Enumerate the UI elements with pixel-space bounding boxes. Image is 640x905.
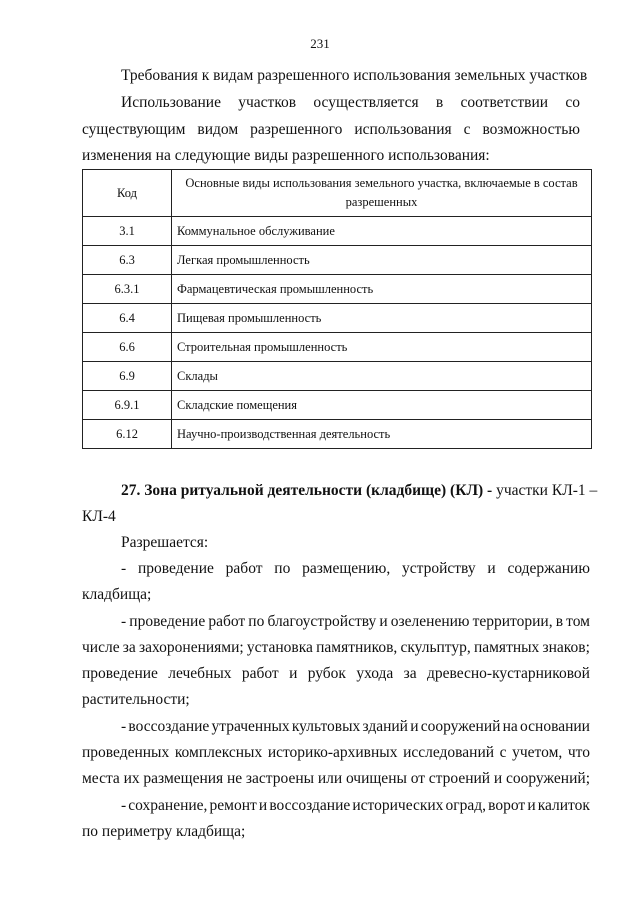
row-code: 6.6 bbox=[83, 333, 172, 362]
word: комплексных bbox=[174, 744, 263, 761]
word: и bbox=[379, 613, 388, 630]
word: исторических bbox=[352, 797, 444, 814]
word: - bbox=[121, 797, 127, 814]
allowed-label: Разрешается: bbox=[121, 534, 209, 551]
row-code: 6.4 bbox=[83, 304, 172, 333]
row-use-name: Научно-производственная деятельность bbox=[172, 420, 592, 449]
word: места bbox=[82, 770, 120, 787]
zone-heading bbox=[121, 481, 597, 501]
item-3-line-3 bbox=[82, 769, 590, 789]
row-use-name: Легкая промышленность bbox=[172, 246, 592, 275]
row-use-name: Фармацевтическая промышленность bbox=[172, 275, 592, 304]
word: благоустройству bbox=[267, 613, 377, 630]
word: работ bbox=[208, 613, 246, 630]
word: памятных bbox=[473, 639, 540, 656]
word: существующим bbox=[82, 121, 186, 138]
intro-line-1 bbox=[121, 93, 580, 113]
word: озеленению bbox=[390, 613, 470, 630]
word: проведение bbox=[129, 613, 206, 630]
word: от bbox=[410, 770, 426, 787]
word: утраченных bbox=[211, 718, 290, 735]
word: воссоздание bbox=[269, 797, 351, 814]
word: - bbox=[121, 560, 127, 577]
word: очищены bbox=[345, 770, 407, 787]
word: установка bbox=[246, 639, 313, 656]
table-row bbox=[83, 217, 592, 246]
word: проведенных bbox=[82, 744, 170, 761]
word: видом bbox=[197, 121, 239, 138]
word: на bbox=[502, 718, 518, 735]
row-use-name: Коммунальное обслуживание bbox=[172, 217, 592, 246]
word: или bbox=[317, 770, 343, 787]
word: том bbox=[566, 613, 590, 630]
word: учетом, bbox=[512, 744, 563, 761]
row-use-name: Складские помещения bbox=[172, 391, 592, 420]
word: рубок bbox=[307, 665, 346, 682]
word: соответствии bbox=[460, 94, 549, 111]
row-code: 6.3 bbox=[83, 246, 172, 275]
word: основании bbox=[520, 718, 590, 735]
word: сооружений bbox=[420, 718, 501, 735]
word: осуществляется bbox=[313, 94, 419, 111]
row-code: 6.9.1 bbox=[83, 391, 172, 420]
table-row bbox=[83, 391, 592, 420]
word: оград, bbox=[445, 797, 487, 814]
word: что bbox=[567, 744, 590, 761]
word: содержанию bbox=[507, 560, 590, 577]
word: возможностью bbox=[482, 121, 580, 138]
word: размещению, bbox=[302, 560, 391, 577]
word: скульптур, bbox=[400, 639, 471, 656]
word: и bbox=[527, 797, 536, 814]
word: работ bbox=[241, 665, 279, 682]
word: проведение bbox=[82, 665, 158, 682]
item-2-line-1 bbox=[121, 612, 590, 632]
table-row bbox=[83, 362, 592, 391]
word: и bbox=[410, 718, 419, 735]
intro-line-2 bbox=[82, 120, 580, 140]
word: ворот bbox=[488, 797, 526, 814]
intro-line-3: изменения на следующие виды разрешенного использования: bbox=[82, 147, 490, 164]
row-code: 6.12 bbox=[83, 420, 172, 449]
page-number: 231 bbox=[310, 36, 330, 51]
word: историко-архивных bbox=[267, 744, 398, 761]
word: древесно-кустарниковой bbox=[427, 665, 590, 682]
table-row bbox=[83, 275, 592, 304]
item-1-line-1 bbox=[121, 559, 590, 579]
word: ухода bbox=[356, 665, 394, 682]
zone-heading-continued: КЛ-4 bbox=[82, 508, 116, 525]
word: зданий bbox=[362, 718, 408, 735]
word: проведение bbox=[137, 560, 214, 577]
word: за bbox=[122, 639, 136, 656]
word: Использование bbox=[121, 94, 221, 111]
word: и bbox=[487, 560, 496, 577]
word: сохранение, bbox=[128, 797, 208, 814]
word: исследований bbox=[403, 744, 495, 761]
word: ремонт bbox=[209, 797, 257, 814]
word: размещения bbox=[143, 770, 224, 787]
word: с bbox=[463, 121, 471, 138]
word: числе bbox=[82, 639, 120, 656]
word: и bbox=[258, 797, 268, 814]
row-use-name: Строительная промышленность bbox=[172, 333, 592, 362]
requirements-title: Требования к видам разрешенного использования земельных участков bbox=[121, 67, 588, 84]
word: за bbox=[403, 665, 417, 682]
word: не bbox=[226, 770, 243, 787]
word: их bbox=[123, 770, 140, 787]
zone-heading-bold: 27. Зона ритуальной деятельности (кладбище) (КЛ) - bbox=[121, 482, 493, 499]
word: по bbox=[274, 560, 291, 577]
row-code: 6.9 bbox=[83, 362, 172, 391]
item-1-line-2: кладбища; bbox=[82, 586, 152, 603]
word: знаков; bbox=[542, 639, 590, 656]
item-2-line-4: растительности; bbox=[82, 691, 190, 708]
word: со bbox=[565, 94, 580, 111]
row-use-name: Пищевая промышленность bbox=[172, 304, 592, 333]
column-header-name: Основные виды использования земельного участка, включаемые в состав разрешенных bbox=[172, 170, 592, 217]
word: калиток bbox=[537, 797, 590, 814]
permitted-use-table bbox=[82, 169, 592, 449]
word: воссоздание bbox=[128, 718, 210, 735]
table-body bbox=[83, 217, 592, 449]
word: лечебных bbox=[168, 665, 232, 682]
item-3-line-2 bbox=[82, 743, 590, 763]
word: работ bbox=[225, 560, 263, 577]
word: строений bbox=[428, 770, 491, 787]
row-code: 6.3.1 bbox=[83, 275, 172, 304]
table-row bbox=[83, 420, 592, 449]
zone-heading-rest: участки КЛ-1 – bbox=[492, 482, 598, 499]
word: в bbox=[435, 94, 444, 111]
word: в bbox=[555, 613, 564, 630]
word: памятников, bbox=[316, 639, 398, 656]
table-row bbox=[83, 333, 592, 362]
word: разрешенного bbox=[250, 121, 343, 138]
row-use-name: Склады bbox=[172, 362, 592, 391]
word: и bbox=[493, 770, 503, 787]
item-4-line-1 bbox=[121, 796, 590, 816]
word: культовых bbox=[291, 718, 361, 735]
word: с bbox=[499, 744, 507, 761]
column-header-code: Код bbox=[83, 170, 172, 217]
word: - bbox=[121, 613, 127, 630]
table-header-row bbox=[83, 170, 592, 217]
row-code: 3.1 bbox=[83, 217, 172, 246]
table-row bbox=[83, 304, 592, 333]
item-2-line-2 bbox=[82, 638, 590, 658]
word: использования bbox=[354, 121, 452, 138]
word: устройству bbox=[402, 560, 476, 577]
word: участков bbox=[238, 94, 297, 111]
item-3-line-1 bbox=[121, 717, 590, 737]
item-4-line-2: по периметру кладбища; bbox=[82, 823, 246, 840]
word: застроены bbox=[245, 770, 315, 787]
word: и bbox=[289, 665, 298, 682]
item-2-line-3 bbox=[82, 664, 590, 684]
word: - bbox=[121, 718, 127, 735]
word: сооружений; bbox=[505, 770, 590, 787]
word: захоронениями; bbox=[138, 639, 244, 656]
word: по bbox=[248, 613, 265, 630]
word: территории, bbox=[472, 613, 553, 630]
table-row bbox=[83, 246, 592, 275]
